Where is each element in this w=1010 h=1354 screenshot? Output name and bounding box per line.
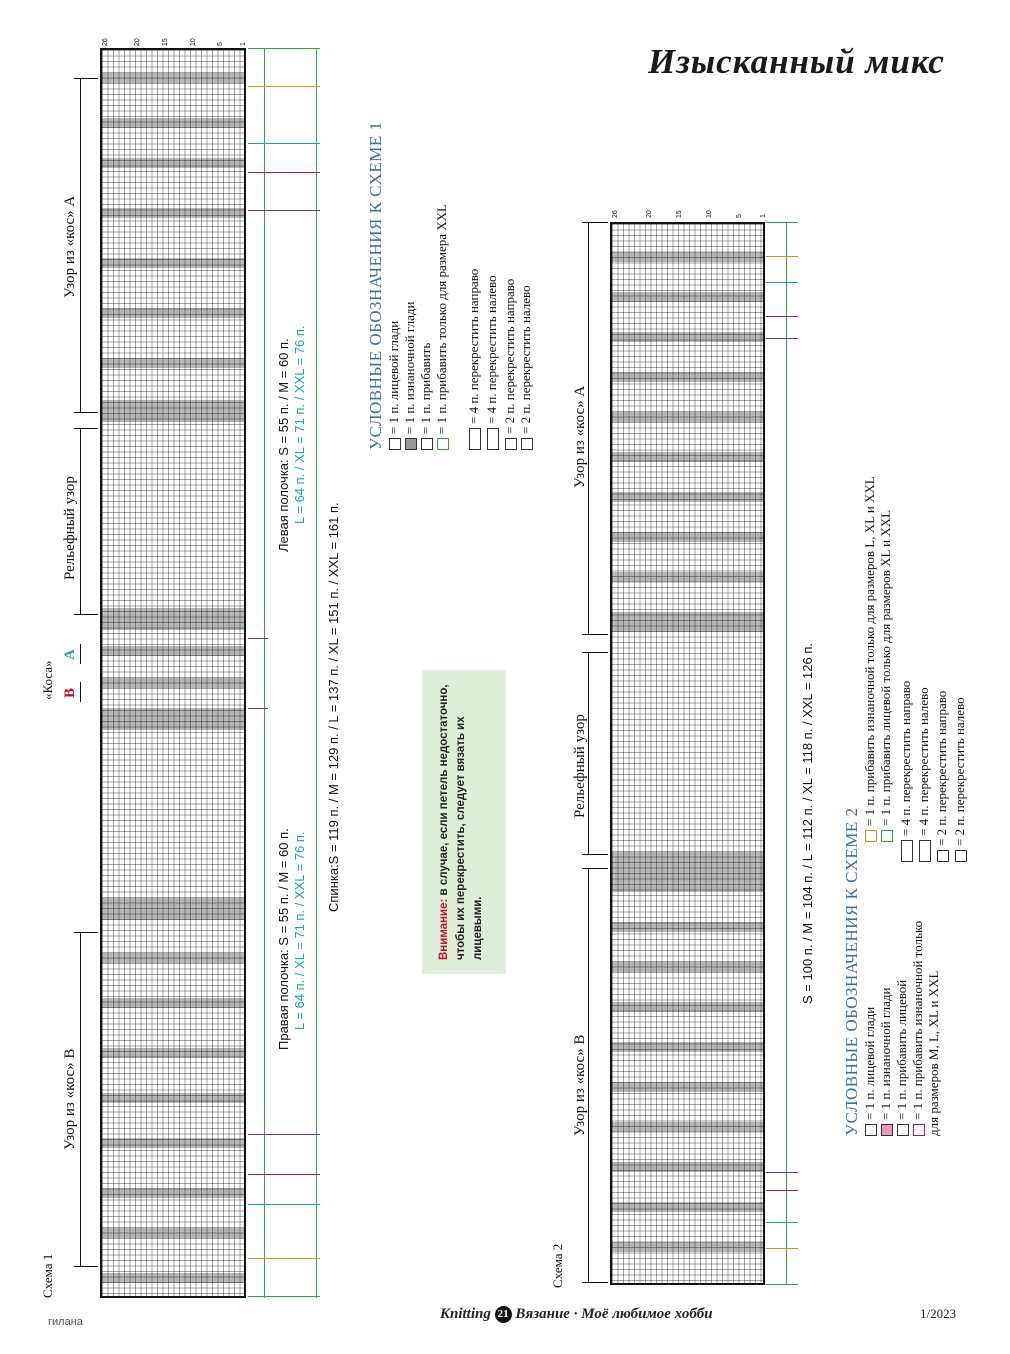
- cable-2-left-icon: [955, 850, 967, 862]
- page-title: Изысканный микс: [648, 42, 945, 81]
- legend1-item: = 2 п. перекрестить налево: [518, 285, 534, 450]
- scheme2-tick: 15: [676, 210, 683, 218]
- scheme1-tick: 5: [217, 42, 224, 46]
- scheme2-tick: 1: [760, 214, 767, 218]
- purl-stitch-icon: [881, 1124, 893, 1136]
- page-number: 21: [495, 1306, 512, 1323]
- scheme1-tick: 20: [134, 38, 141, 46]
- scheme2-label: Схема 2: [550, 1243, 565, 1288]
- increase-purl-lxl-icon: [865, 830, 877, 842]
- scheme1-tick: 26: [102, 38, 109, 46]
- increase-xxl-icon: [437, 438, 449, 450]
- legend2-item: = 1 п. прибавить изнаночной только для размеров M, L, XL и XXL: [910, 920, 941, 1136]
- legend1-item: = 4 п. перекрестить направо: [466, 269, 482, 450]
- increase-icon: [421, 438, 433, 450]
- legend2-title: УСЛОВНЫЕ ОБОЗНАЧЕНИЯ К СХЕМЕ 2: [842, 807, 861, 1136]
- scheme1-chart: [100, 48, 246, 1298]
- legend1-item: = 2 п. перекрестить направо: [502, 279, 518, 450]
- scheme1-pattern-b-label: Узор из «кос» B: [62, 1048, 78, 1150]
- scheme1-right-front-1: Правая полочка: S = 55 п. / M = 60 п.: [276, 828, 291, 1050]
- scheme1-tick: 15: [162, 38, 169, 46]
- scheme2-relief-label: Рельефный узор: [572, 714, 588, 818]
- increase-knit-xl-icon: [881, 830, 893, 842]
- increase-knit-icon: [897, 1124, 909, 1136]
- legend2-item: = 1 п. изнаночной глади: [878, 988, 894, 1136]
- footer-issue: 1/2023: [920, 1306, 957, 1321]
- legend2-item: = 1 п. прибавить лицевой: [894, 980, 910, 1136]
- legend2-item: = 1 п. лицевой глади: [862, 1007, 878, 1136]
- scheme2-tick: 10: [706, 210, 713, 218]
- legend2-item: = 1 п. прибавить изнаночной только для размеров L, XL и XXL: [862, 476, 878, 842]
- scheme2-pattern-a-label: Узор из «кос» A: [572, 385, 588, 488]
- scheme1-back: Спинка:S = 119 п. / M = 129 п. / L = 137 п. / XL = 151 п. / XXL = 161 п.: [326, 502, 341, 912]
- legend1-title: УСЛОВНЫЕ ОБОЗНАЧЕНИЯ К СХЕМЕ 1: [366, 121, 385, 450]
- legend2-item: = 4 п. перекрестить направо: [898, 681, 914, 862]
- footer-brand: Knitting 21 Вязание · Моё любимое хобби: [440, 1306, 713, 1322]
- scheme2-tick: 5: [736, 214, 743, 218]
- scheme2-tick: 20: [646, 210, 653, 218]
- scheme2-tick: 26: [612, 210, 619, 218]
- scheme1-cable-a: A: [62, 649, 78, 660]
- cable-2-right-icon: [937, 850, 949, 862]
- scheme2-sizes: S = 100 п. / M = 104 п. / L = 112 п. / XL = 118 п. / XXL = 126 п.: [800, 642, 815, 1004]
- cable-4-left-icon: [919, 840, 931, 862]
- cable-2-right-icon: [505, 438, 517, 450]
- scheme2-chart: [610, 222, 765, 1285]
- cable-2-left-icon: [521, 438, 533, 450]
- legend1-item: = 1 п. изнаночной глади: [402, 302, 418, 450]
- cable-4-right-icon: [901, 840, 913, 862]
- legend1-item: = 4 п. перекрестить налево: [484, 275, 500, 450]
- scheme1-kosa-label: «Коса»: [40, 660, 55, 700]
- cable-4-right-icon: [469, 428, 481, 450]
- legend2-item: = 2 п. перекрестить налево: [952, 697, 968, 862]
- legend2-item: = 4 п. перекрестить налево: [916, 687, 932, 862]
- legend1-item: = 1 п. прибавить: [418, 343, 434, 450]
- scheme1-relief-label: Рельефный узор: [62, 476, 78, 580]
- scheme1-cable-b: B: [62, 687, 78, 698]
- cable-4-left-icon: [487, 428, 499, 450]
- knit-stitch-icon: [865, 1124, 877, 1136]
- increase-purl-mlxl-icon: [913, 1124, 925, 1136]
- purl-stitch-icon: [405, 438, 417, 450]
- knit-stitch-icon: [389, 438, 401, 450]
- legend1-item: = 1 п. лицевой глади: [386, 321, 402, 450]
- scheme1-right-front-2: L = 64 п. / XL = 71 п. / XXL = 76 п.: [292, 831, 307, 1030]
- legend2-item: = 2 п. перекрестить направо: [934, 691, 950, 862]
- scheme1-left-front-1: Левая полочка: S = 55 п. / M = 60 п.: [276, 338, 291, 552]
- scheme1-label: Схема 1: [40, 1253, 55, 1298]
- scheme1-tick: 1: [240, 42, 247, 46]
- scheme1-left-front-2: L = 64 п. / XL = 71 п. / XXL = 76 п.: [292, 325, 307, 524]
- legend1-item: = 1 п. прибавить только для размера XXL: [434, 204, 450, 450]
- scheme1-tick: 10: [190, 38, 197, 46]
- note-text: Внимание: в случае, если петель недостаточно, чтобы их перекрестить, следует вязать их лицевыми.: [438, 684, 484, 960]
- attention-note: [422, 670, 506, 974]
- scheme2-pattern-b-label: Узор из «кос» B: [572, 1034, 588, 1136]
- legend2-item: = 1 п. прибавить лицевой только для размеров XL и XXL: [878, 510, 894, 842]
- footer-watermark: гилана: [48, 1316, 83, 1328]
- scheme1-pattern-a-label: Узор из «кос» A: [62, 195, 78, 298]
